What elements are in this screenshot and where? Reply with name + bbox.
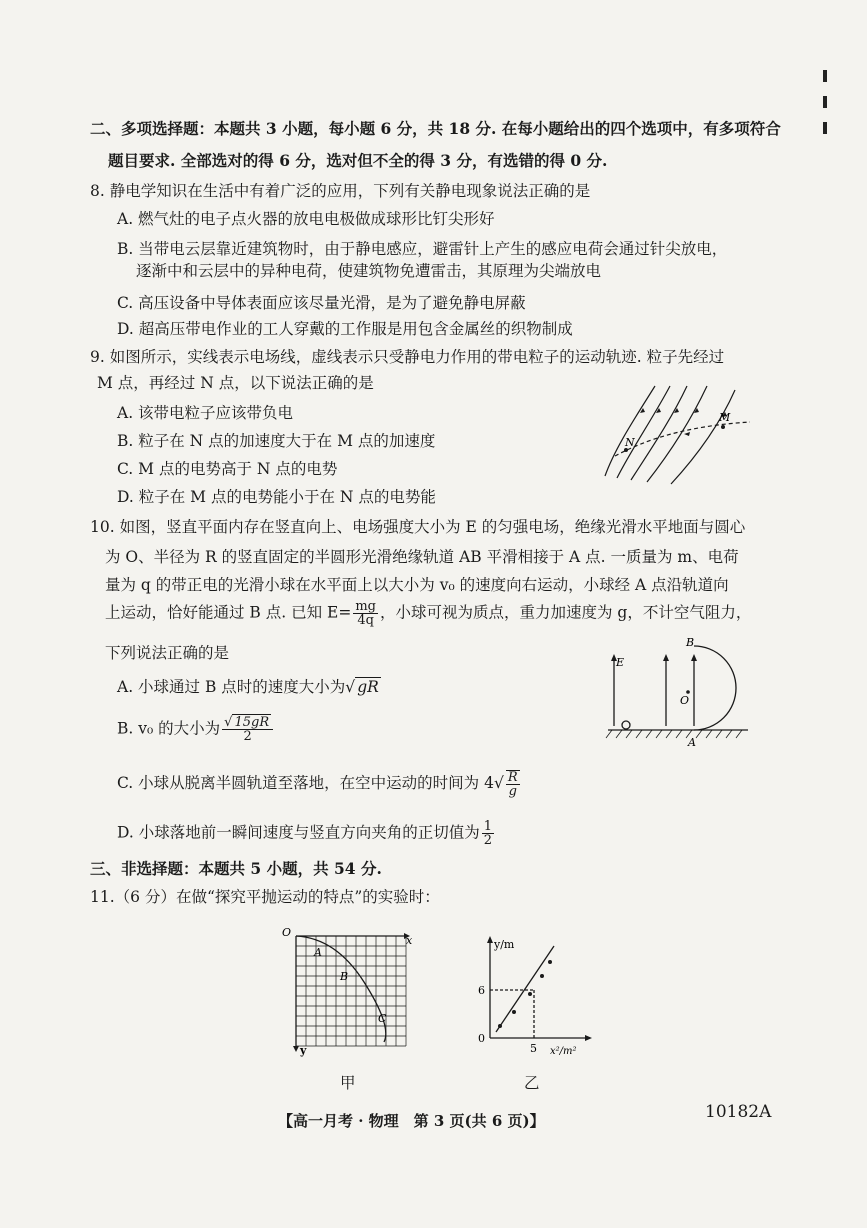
- fig1-label-x: x: [406, 934, 413, 947]
- fig1-label-a: A: [314, 946, 322, 959]
- fig2-ylabel: y/m: [494, 938, 515, 951]
- q10-option-b: B. v₀ 的大小为 $\frac{√ 15gR}{2}$: [117, 716, 275, 743]
- q9-option-d: D. 粒子在 M 点的电势能小于在 N 点的电势能: [117, 488, 436, 506]
- q9-stem-line2: M 点，再经过 N 点，以下说法正确的是: [97, 374, 374, 392]
- paper-code: 10182A: [705, 1102, 772, 1122]
- fig2-tick-6: 6: [478, 984, 485, 997]
- q10-stem-line5: 下列说法正确的是: [105, 644, 230, 662]
- q11-caption-jia: 甲: [340, 1074, 356, 1092]
- q10-stem-line2: 为 O、半径为 R 的竖直固定的半圆形光滑绝缘轨道 AB 平滑相接于 A 点. 一质量为 m、电荷: [105, 548, 739, 566]
- section2-heading-line2: 题目要求. 全部选对的得 6 分，选对但不全的得 3 分，有选错的得 0 分.: [108, 151, 608, 170]
- fig2-xlabel: x²/m²: [550, 1046, 577, 1057]
- q10-stem-line4: 上运动，恰好能通过 B 点. 已知 E= $\frac{mg}{4q}$ ，小球可视为质点，重力加速度为 g，不计空气阻力，: [105, 599, 752, 628]
- q8-option-a: A. 燃气灶的电子点火器的放电电极做成球形比钉尖形好: [117, 210, 495, 228]
- field-line-5: [671, 390, 735, 484]
- q8-stem: 8. 静电学知识在生活中有着广泛的应用，下列有关静电现象说法正确的是: [90, 182, 591, 200]
- q8-option-c: C. 高压设备中导体表面应该尽量光滑，是为了避免静电屏蔽: [117, 294, 526, 312]
- section3-heading: 三、非选择题：本题共 5 小题，共 54 分.: [90, 859, 382, 878]
- q11-stem: 11.（6 分）在做“探究平抛运动的特点”的实验时：: [90, 888, 440, 906]
- q10-label-b: B: [686, 636, 695, 649]
- q9-option-a: A. 该带电粒子应该带负电: [117, 404, 294, 422]
- fig2-tick-5: 5: [530, 1042, 537, 1055]
- q11-figure-yi: [470, 930, 600, 1060]
- q10-label-e: E: [616, 656, 625, 669]
- q9-option-b: B. 粒子在 N 点的加速度大于在 M 点的加速度: [117, 432, 436, 450]
- field-line-4: [647, 386, 707, 482]
- fig1-label-y: y: [300, 1044, 307, 1057]
- q8-option-b-line1: B. 当带电云层靠近建筑物时，由于静电感应，避雷针上产生的感应电荷会通过针尖放电，: [117, 240, 728, 258]
- q8-option-b-line2: 逐渐中和云层中的异种电荷，使建筑物免遭雷击，其原理为尖端放电: [136, 262, 602, 280]
- q9-label-m: M: [719, 411, 731, 424]
- q11-figure-jia: [276, 922, 426, 1062]
- particle-trajectory: [615, 422, 750, 456]
- semicircle-track: [694, 646, 736, 730]
- q9-option-c: C. M 点的电势高于 N 点的电势: [117, 460, 338, 478]
- section2-heading-line1: 二、多项选择题：本题共 3 小题，每小题 6 分，共 18 分. 在每小题给出的四个选项中，有多项符合: [90, 119, 781, 138]
- q10-track-figure: [600, 634, 750, 754]
- q11-caption-yi: 乙: [524, 1074, 540, 1092]
- q10-option-c: C. 小球从脱离半圆轨道至落地，在空中运动的时间为 4√ $\frac{R}{g}$: [117, 770, 518, 799]
- q10-option-d: D. 小球落地前一瞬间速度与竖直方向夹角的正切值为 $\frac{1}{2}$: [117, 819, 493, 848]
- fig1-label-b: B: [340, 970, 349, 983]
- q9-field-figure: [595, 378, 755, 488]
- binding-marks: [823, 70, 829, 148]
- field-line-1: [605, 386, 655, 476]
- q10-label-o: O: [680, 694, 690, 707]
- q10-stem-line3: 量为 q 的带正电的光滑小球在水平面上以大小为 v₀ 的速度向右运动，小球经 A 点沿轨道向: [105, 576, 729, 594]
- fit-line: [496, 946, 554, 1032]
- q10-e-fraction: $\frac{mg}{4q}$: [355, 599, 376, 628]
- q10-label-a: A: [688, 736, 696, 749]
- fig2-origin: 0: [478, 1032, 485, 1045]
- q10-stem-line1: 10. 如图，竖直平面内存在竖直向上、电场强度大小为 E 的匀强电场，绝缘光滑水平地面与圆心: [90, 518, 746, 536]
- q8-option-d: D. 超高压带电作业的工人穿戴的工作服是用包含金属丝的织物制成: [117, 320, 573, 338]
- q9-stem-line1: 9. 如图所示，实线表示电场线，虚线表示只受静电力作用的带电粒子的运动轨迹. 粒子先经过: [90, 348, 725, 366]
- fig1-label-c: C: [378, 1012, 387, 1025]
- page-footer: 【高一月考 · 物理 第 3 页(共 6 页)】: [278, 1112, 545, 1130]
- fig1-label-o: O: [282, 926, 292, 939]
- q9-label-n: N: [625, 436, 635, 449]
- q10-option-a: A. 小球通过 B 点时的速度大小为√ gR: [117, 678, 379, 696]
- ball: [622, 721, 630, 729]
